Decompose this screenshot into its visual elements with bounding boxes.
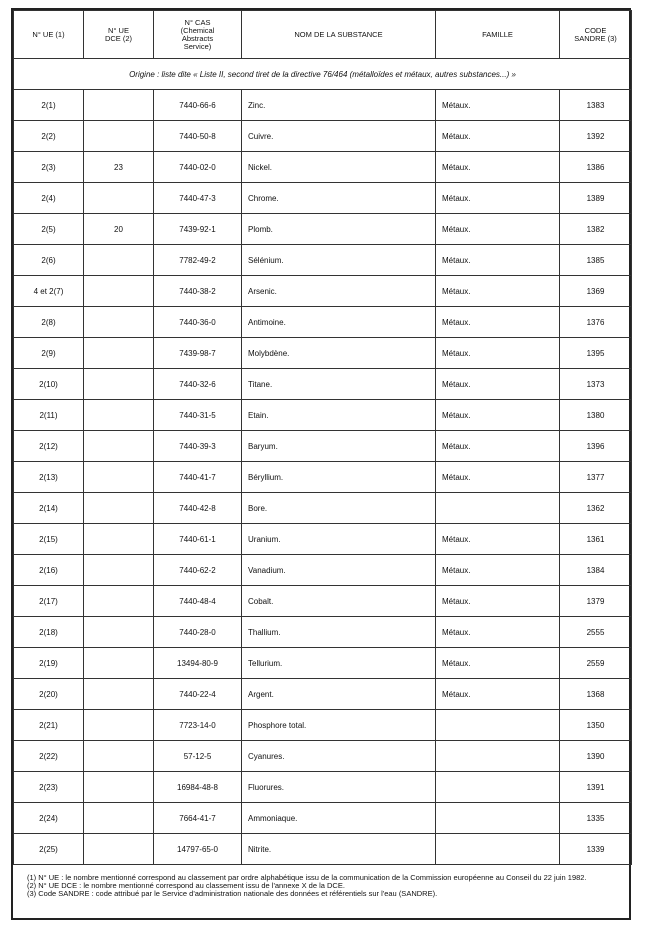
cell-famille: Métaux. bbox=[436, 307, 560, 338]
cell-famille: Métaux. bbox=[436, 679, 560, 710]
header-substance: NOM DE LA SUBSTANCE bbox=[242, 11, 436, 59]
substances-table bbox=[13, 10, 632, 865]
cell-no-ue-dce bbox=[84, 803, 154, 834]
cell-cas: 7440-31-5 bbox=[154, 400, 242, 431]
cell-substance: Vanadium. bbox=[242, 555, 436, 586]
table-row bbox=[14, 400, 632, 431]
cell-substance: Nickel. bbox=[242, 152, 436, 183]
cell-no-ue: 2(18) bbox=[14, 617, 84, 648]
cell-no-ue-dce bbox=[84, 493, 154, 524]
table-row bbox=[14, 710, 632, 741]
cell-cas: 7440-66-6 bbox=[154, 90, 242, 121]
cell-famille: Métaux. bbox=[436, 338, 560, 369]
substance-rows bbox=[14, 90, 632, 865]
cell-no-ue-dce bbox=[84, 710, 154, 741]
header-code-sandre-text: CODE SANDRE (3) bbox=[574, 25, 617, 43]
cell-cas: 7440-32-6 bbox=[154, 369, 242, 400]
cell-code-sandre: 1395 bbox=[560, 338, 632, 369]
cell-no-ue-dce bbox=[84, 369, 154, 400]
cell-cas: 7440-42-8 bbox=[154, 493, 242, 524]
cell-no-ue-dce bbox=[84, 183, 154, 214]
cell-cas: 14797-65-0 bbox=[154, 834, 242, 865]
cell-code-sandre: 1391 bbox=[560, 772, 632, 803]
cell-code-sandre: 1396 bbox=[560, 431, 632, 462]
cell-no-ue: 2(4) bbox=[14, 183, 84, 214]
footnotes bbox=[13, 864, 629, 918]
cell-code-sandre: 1383 bbox=[560, 90, 632, 121]
footnote-1: (1) N° UE : le nombre mentionné correspond au classement par ordre alphabétique issu de la communication de la Commission européenne au Conseil du 22 juin 1982. bbox=[27, 873, 587, 882]
cell-famille: Métaux. bbox=[436, 214, 560, 245]
cell-cas: 7440-02-0 bbox=[154, 152, 242, 183]
table-row bbox=[14, 183, 632, 214]
header-no-ue-dce bbox=[84, 11, 154, 59]
cell-cas: 7440-38-2 bbox=[154, 276, 242, 307]
cell-famille: Métaux. bbox=[436, 586, 560, 617]
cell-code-sandre: 1389 bbox=[560, 183, 632, 214]
cell-substance: Chrome. bbox=[242, 183, 436, 214]
cell-cas: 7440-39-3 bbox=[154, 431, 242, 462]
cell-cas: 7440-41-7 bbox=[154, 462, 242, 493]
cell-cas: 7440-47-3 bbox=[154, 183, 242, 214]
cell-substance: Cuivre. bbox=[242, 121, 436, 152]
cell-substance: Zinc. bbox=[242, 90, 436, 121]
cell-no-ue: 2(5) bbox=[14, 214, 84, 245]
cell-cas: 16984-48-8 bbox=[154, 772, 242, 803]
cell-famille: Métaux. bbox=[436, 462, 560, 493]
table-row bbox=[14, 586, 632, 617]
header-cas-text: N° CAS (Chemical Abstracts Service) bbox=[180, 17, 215, 51]
cell-no-ue: 2(12) bbox=[14, 431, 84, 462]
cell-substance: Béryllium. bbox=[242, 462, 436, 493]
cell-no-ue: 2(2) bbox=[14, 121, 84, 152]
table-row bbox=[14, 493, 632, 524]
cell-substance: Arsenic. bbox=[242, 276, 436, 307]
cell-substance: Etain. bbox=[242, 400, 436, 431]
table-row bbox=[14, 524, 632, 555]
cell-code-sandre: 1362 bbox=[560, 493, 632, 524]
cell-famille bbox=[436, 741, 560, 772]
cell-substance: Phosphore total. bbox=[242, 710, 436, 741]
cell-famille: Métaux. bbox=[436, 152, 560, 183]
cell-code-sandre: 1368 bbox=[560, 679, 632, 710]
cell-no-ue-dce bbox=[84, 338, 154, 369]
cell-code-sandre: 1339 bbox=[560, 834, 632, 865]
cell-famille: Métaux. bbox=[436, 555, 560, 586]
cell-no-ue-dce: 23 bbox=[84, 152, 154, 183]
cell-no-ue: 2(24) bbox=[14, 803, 84, 834]
cell-code-sandre: 1390 bbox=[560, 741, 632, 772]
cell-code-sandre: 1385 bbox=[560, 245, 632, 276]
cell-cas: 7440-50-8 bbox=[154, 121, 242, 152]
cell-no-ue: 2(13) bbox=[14, 462, 84, 493]
cell-no-ue: 2(6) bbox=[14, 245, 84, 276]
cell-no-ue: 2(14) bbox=[14, 493, 84, 524]
cell-cas: 7439-92-1 bbox=[154, 214, 242, 245]
origin-text: Origine : liste dite « Liste II, second tiret de la directive 76/464 (métalloïdes et métaux, autres substances...) » bbox=[14, 59, 632, 90]
cell-no-ue-dce bbox=[84, 772, 154, 803]
cell-code-sandre: 1361 bbox=[560, 524, 632, 555]
cell-famille bbox=[436, 803, 560, 834]
cell-no-ue: 4 et 2(7) bbox=[14, 276, 84, 307]
cell-no-ue-dce bbox=[84, 431, 154, 462]
cell-cas: 57-12-5 bbox=[154, 741, 242, 772]
cell-no-ue: 2(9) bbox=[14, 338, 84, 369]
table-row bbox=[14, 338, 632, 369]
cell-no-ue: 2(3) bbox=[14, 152, 84, 183]
cell-code-sandre: 1350 bbox=[560, 710, 632, 741]
cell-famille: Métaux. bbox=[436, 524, 560, 555]
cell-code-sandre: 1377 bbox=[560, 462, 632, 493]
cell-famille: Métaux. bbox=[436, 276, 560, 307]
cell-cas: 7439-98-7 bbox=[154, 338, 242, 369]
table-row bbox=[14, 648, 632, 679]
header-code-sandre bbox=[560, 11, 632, 59]
cell-cas: 7782-49-2 bbox=[154, 245, 242, 276]
cell-no-ue: 2(11) bbox=[14, 400, 84, 431]
cell-substance: Antimoine. bbox=[242, 307, 436, 338]
cell-substance: Molybdène. bbox=[242, 338, 436, 369]
header-cas bbox=[154, 11, 242, 59]
cell-code-sandre: 1382 bbox=[560, 214, 632, 245]
cell-substance: Fluorures. bbox=[242, 772, 436, 803]
table-row bbox=[14, 679, 632, 710]
table-row bbox=[14, 245, 632, 276]
cell-substance: Sélénium. bbox=[242, 245, 436, 276]
cell-no-ue-dce bbox=[84, 524, 154, 555]
cell-famille: Métaux. bbox=[436, 648, 560, 679]
cell-famille bbox=[436, 710, 560, 741]
table-row bbox=[14, 307, 632, 338]
cell-no-ue: 2(8) bbox=[14, 307, 84, 338]
cell-substance: Plomb. bbox=[242, 214, 436, 245]
cell-substance: Titane. bbox=[242, 369, 436, 400]
cell-cas: 7723-14-0 bbox=[154, 710, 242, 741]
table-row bbox=[14, 617, 632, 648]
cell-no-ue: 2(21) bbox=[14, 710, 84, 741]
cell-famille: Métaux. bbox=[436, 617, 560, 648]
cell-substance: Ammoniaque. bbox=[242, 803, 436, 834]
cell-code-sandre: 1386 bbox=[560, 152, 632, 183]
cell-no-ue: 2(22) bbox=[14, 741, 84, 772]
header-no-ue-dce-text: N° UE DCE (2) bbox=[104, 25, 133, 43]
table-row bbox=[14, 276, 632, 307]
cell-no-ue-dce bbox=[84, 834, 154, 865]
footnote-3: (3) Code SANDRE : code attribué par le Service d'administration nationale des données et référentiels sur l'eau (SANDRE). bbox=[27, 889, 438, 899]
cell-code-sandre: 1384 bbox=[560, 555, 632, 586]
cell-no-ue-dce bbox=[84, 400, 154, 431]
cell-code-sandre: 1376 bbox=[560, 307, 632, 338]
cell-code-sandre: 1379 bbox=[560, 586, 632, 617]
cell-no-ue-dce bbox=[84, 586, 154, 617]
header-row bbox=[14, 11, 632, 59]
cell-no-ue: 2(19) bbox=[14, 648, 84, 679]
cell-no-ue: 2(17) bbox=[14, 586, 84, 617]
cell-cas: 7440-62-2 bbox=[154, 555, 242, 586]
cell-code-sandre: 2559 bbox=[560, 648, 632, 679]
table-row bbox=[14, 555, 632, 586]
cell-no-ue: 2(16) bbox=[14, 555, 84, 586]
cell-no-ue-dce bbox=[84, 276, 154, 307]
cell-famille: Métaux. bbox=[436, 183, 560, 214]
cell-substance: Thallium. bbox=[242, 617, 436, 648]
cell-famille bbox=[436, 834, 560, 865]
cell-no-ue-dce bbox=[84, 679, 154, 710]
cell-cas: 13494-80-9 bbox=[154, 648, 242, 679]
cell-no-ue: 2(25) bbox=[14, 834, 84, 865]
header-famille: FAMILLE bbox=[436, 11, 560, 59]
cell-cas: 7664-41-7 bbox=[154, 803, 242, 834]
cell-famille: Métaux. bbox=[436, 431, 560, 462]
cell-substance: Cyanures. bbox=[242, 741, 436, 772]
cell-no-ue-dce bbox=[84, 617, 154, 648]
cell-substance: Nitrite. bbox=[242, 834, 436, 865]
cell-code-sandre: 1392 bbox=[560, 121, 632, 152]
table-row bbox=[14, 431, 632, 462]
origin-row bbox=[14, 59, 632, 90]
table-row bbox=[14, 834, 632, 865]
cell-no-ue-dce bbox=[84, 462, 154, 493]
cell-cas: 7440-48-4 bbox=[154, 586, 242, 617]
cell-famille: Métaux. bbox=[436, 90, 560, 121]
cell-code-sandre: 2555 bbox=[560, 617, 632, 648]
cell-no-ue-dce bbox=[84, 90, 154, 121]
table-row bbox=[14, 214, 632, 245]
table-row bbox=[14, 772, 632, 803]
cell-substance: Bore. bbox=[242, 493, 436, 524]
cell-no-ue-dce bbox=[84, 245, 154, 276]
cell-no-ue: 2(15) bbox=[14, 524, 84, 555]
cell-cas: 7440-36-0 bbox=[154, 307, 242, 338]
cell-no-ue-dce bbox=[84, 741, 154, 772]
cell-substance: Cobalt. bbox=[242, 586, 436, 617]
footnote-2: (2) N° UE DCE : le nombre mentionné correspond au classement issu de l'annexe X de la DCE. bbox=[27, 881, 345, 891]
cell-no-ue: 2(10) bbox=[14, 369, 84, 400]
cell-substance: Uranium. bbox=[242, 524, 436, 555]
cell-famille: Métaux. bbox=[436, 245, 560, 276]
header-no-ue: N° UE (1) bbox=[14, 11, 84, 59]
cell-code-sandre: 1369 bbox=[560, 276, 632, 307]
cell-no-ue: 2(1) bbox=[14, 90, 84, 121]
table-row bbox=[14, 152, 632, 183]
cell-no-ue-dce: 20 bbox=[84, 214, 154, 245]
table-row bbox=[14, 803, 632, 834]
cell-cas: 7440-22-4 bbox=[154, 679, 242, 710]
cell-no-ue-dce bbox=[84, 307, 154, 338]
substances-table-frame bbox=[11, 8, 631, 920]
cell-no-ue-dce bbox=[84, 121, 154, 152]
cell-famille: Métaux. bbox=[436, 369, 560, 400]
cell-famille: Métaux. bbox=[436, 400, 560, 431]
table-row bbox=[14, 369, 632, 400]
cell-no-ue-dce bbox=[84, 555, 154, 586]
cell-code-sandre: 1335 bbox=[560, 803, 632, 834]
cell-cas: 7440-28-0 bbox=[154, 617, 242, 648]
table-row bbox=[14, 741, 632, 772]
cell-substance: Baryum. bbox=[242, 431, 436, 462]
cell-substance: Tellurium. bbox=[242, 648, 436, 679]
cell-code-sandre: 1380 bbox=[560, 400, 632, 431]
cell-code-sandre: 1373 bbox=[560, 369, 632, 400]
table-row bbox=[14, 121, 632, 152]
cell-no-ue: 2(20) bbox=[14, 679, 84, 710]
cell-cas: 7440-61-1 bbox=[154, 524, 242, 555]
cell-no-ue-dce bbox=[84, 648, 154, 679]
cell-famille bbox=[436, 772, 560, 803]
table-row bbox=[14, 90, 632, 121]
cell-famille bbox=[436, 493, 560, 524]
cell-no-ue: 2(23) bbox=[14, 772, 84, 803]
cell-famille: Métaux. bbox=[436, 121, 560, 152]
table-row bbox=[14, 462, 632, 493]
cell-substance: Argent. bbox=[242, 679, 436, 710]
